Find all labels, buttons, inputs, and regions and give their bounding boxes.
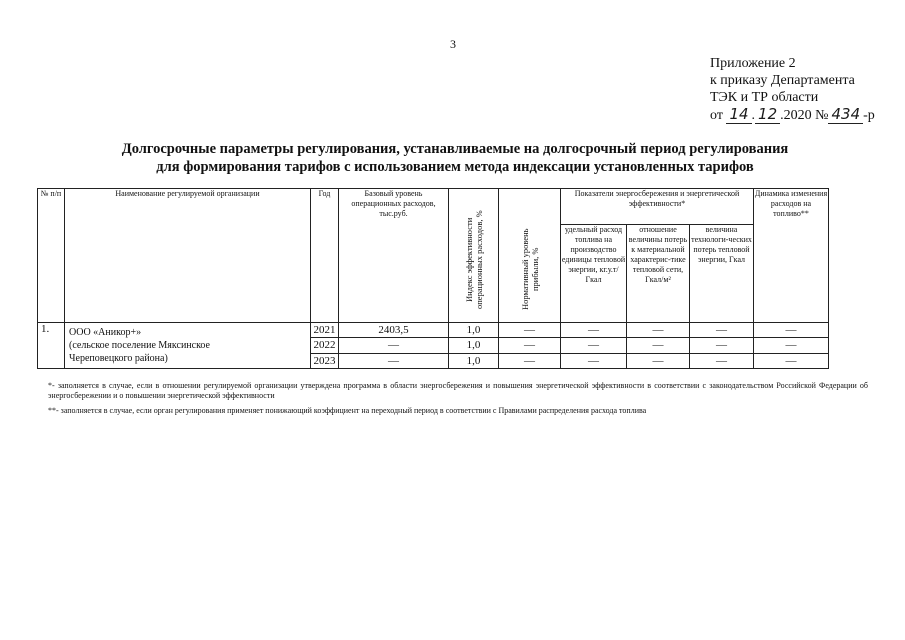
header-loss-ratio: отношение величины потерь к материальной характерис-тике тепловой сети, Гкал/м² [627, 225, 690, 323]
header-base-level: Базовый уровень операционных расходов, тыс.руб. [339, 189, 449, 323]
date-year: .2020 № [780, 108, 829, 123]
header-specific-fuel: удельный расход топлива на производство единицы тепловой энергии, кг.у.т/Гкал [561, 225, 627, 323]
header-num: № п/п [38, 189, 65, 323]
loss-ratio-cell: — [627, 323, 690, 338]
loss-ratio-cell: — [627, 338, 690, 353]
tech-losses-cell: — [690, 323, 754, 338]
year-cell: 2021 [311, 323, 339, 338]
title-line-2: для формирования тарифов с использованием метода индексации установленных тарифов [156, 159, 754, 175]
header-org: Наименование регулируемой организации [65, 189, 311, 323]
handwritten-order-number: 434 [828, 105, 863, 124]
organization-name [65, 323, 311, 369]
appendix-title: Приложение 2 [710, 56, 796, 71]
year-cell: 2022 [311, 338, 339, 353]
header-year: Год [311, 189, 339, 323]
fuel-dynamics-cell: — [754, 338, 829, 353]
header-efficiency-index: Индекс эффективности операционных расходов, % [463, 210, 484, 310]
base-level-cell: — [339, 338, 449, 353]
order-suffix: -р [863, 108, 875, 123]
header-profit-level-cell [499, 189, 561, 323]
appendix-order-ref: к приказу Департамента [710, 73, 855, 88]
parameters-table [37, 188, 829, 369]
handwritten-day: 14 [726, 105, 751, 124]
header-tech-losses: величина технологи-ческих потерь тепловой энергии, Гкал [690, 225, 754, 323]
org-name-line-1: ООО «Аникор+» [69, 327, 142, 338]
row-number: 1. [38, 323, 65, 369]
year-cell: 2023 [311, 353, 339, 368]
handwritten-month: 12 [755, 105, 780, 124]
appendix-date-line [710, 106, 875, 124]
index-cell: 1,0 [449, 353, 499, 368]
page-number: 3 [450, 37, 456, 51]
profit-cell: — [499, 353, 561, 368]
title-line-1: Долгосрочные параметры регулирования, устанавливаемые на долгосрочный период регулирования [121, 141, 789, 157]
appendix-department: ТЭК и ТР области [710, 90, 819, 105]
tech-losses-cell: — [690, 338, 754, 353]
header-profit-level: Нормативный уровень прибыли, % [519, 228, 540, 310]
header-energy-group: Показатели энергосбережения и энергетической эффективности* [561, 189, 754, 225]
base-level-cell: — [339, 353, 449, 368]
footnote-fuel-coefficient: **- заполняется в случае, если орган регулирования применяет понижающий коэффициент на переходный период в соответствии с Правилами распределения расхода топлива [48, 406, 647, 415]
base-level-cell: 2403,5 [339, 323, 449, 338]
date-prefix: от [710, 108, 723, 123]
tech-losses-cell: — [690, 353, 754, 368]
specific-fuel-cell: — [561, 323, 627, 338]
table-row [38, 323, 829, 338]
specific-fuel-cell: — [561, 353, 627, 368]
org-name-line-3: Череповецкого района) [69, 353, 168, 364]
profit-cell: — [499, 338, 561, 353]
header-fuel-dynamics: Динамика изменения расходов на топливо** [754, 189, 829, 323]
document-title [90, 140, 820, 176]
index-cell: 1,0 [449, 338, 499, 353]
org-name-line-2: (сельское поселение Мяксинское [69, 340, 210, 351]
loss-ratio-cell: — [627, 353, 690, 368]
fuel-dynamics-cell: — [754, 323, 829, 338]
header-efficiency-index-cell [449, 189, 499, 323]
fuel-dynamics-cell: — [754, 353, 829, 368]
index-cell: 1,0 [449, 323, 499, 338]
date-separator: . [751, 108, 756, 123]
profit-cell: — [499, 323, 561, 338]
footnote-energy-program: *- заполняется в случае, если в отношении регулируемой организации утверждена программа в области энергосбережения и повышения энергетической эффективности в соответствии с законодательством Российской Федерации об энергосбережении и о повышении энергетической эффективности [48, 381, 868, 400]
specific-fuel-cell: — [561, 338, 627, 353]
